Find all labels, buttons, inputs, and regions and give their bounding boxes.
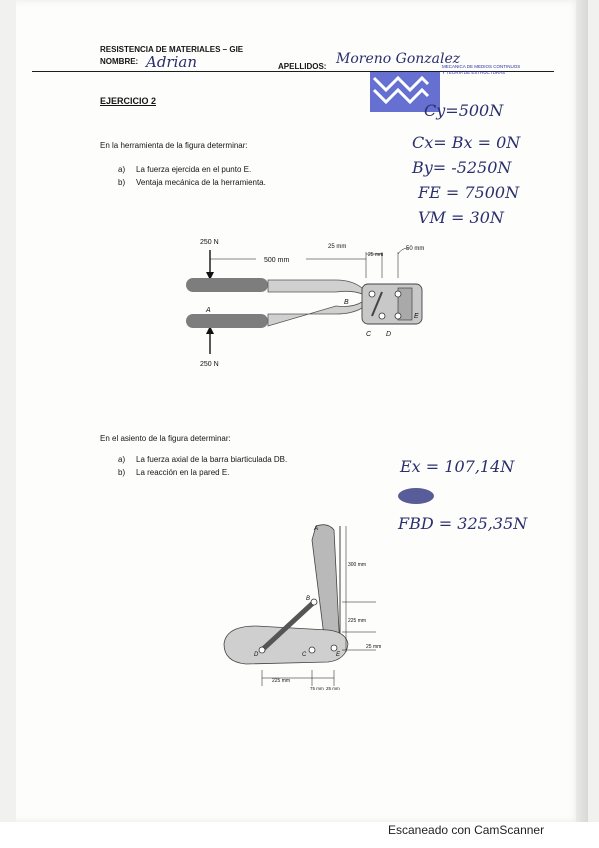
problem2-item-a [118,455,287,464]
item-label: a) [118,165,126,174]
answer-cx-bx: Cx= Bx = 0N [412,133,521,152]
paper-edge-shadow [576,0,588,822]
tool-figure [176,232,446,372]
dim-25-label: 25 mm [366,644,382,650]
pt-d-label: D [386,331,392,338]
answer-by: By= -5250N [412,158,512,177]
dim-25h-label: 25 mm [326,686,340,691]
lower-handle [186,302,362,328]
exercise-title: EJERCICIO 2 [100,96,157,106]
seat-pt-e-label: E [336,652,341,658]
pt-b-label: B [344,299,349,306]
seat-pt-d-label: D [254,652,259,658]
scribbled-out-answer [396,486,436,506]
dim-225v-label: 225 mm [348,618,367,624]
surname-label: APELLIDOS: [278,62,327,71]
item-text: La fuerza ejercida en el punto E. [136,165,252,174]
problem2-item-b [118,468,229,477]
answer-vm: VM = 30N [418,208,504,227]
answer-cy: Cy=500N [424,101,504,120]
wall-dimensions [342,526,376,652]
dim-25a-label: 25 mm [328,244,347,250]
problem1-item-b [118,178,266,187]
pt-a-label: A [206,307,211,314]
answer-fe: FE = 7500N [418,183,520,202]
name-value: Adrian [146,53,198,71]
dim-50-label: 50 mm [406,246,425,252]
dim-75-label: 75 mm [310,686,324,691]
problem1-prompt: En la herramienta de la figura determinar: [100,141,248,150]
seat-pt-a-label: A [314,526,319,532]
force-top-label: 250 N [200,239,219,246]
course-title: RESISTENCIA DE MATERIALES – GIE [100,45,244,54]
upper-handle [186,278,362,294]
force-arrow-top [206,250,214,280]
camscanner-watermark: Escaneado con CamScanner [388,823,545,837]
stamp-line-2: Y TEORIA DE ESTRUCTURAS [442,70,506,75]
force-bottom-label: 250 N [200,361,219,368]
stamp-line-1: MECANICA DE MEDIOS CONTINUOS [442,64,521,69]
dimension-500mm [210,252,366,278]
jaw-head [362,284,422,324]
item-text: La reacción en la pared E. [136,468,230,477]
pt-c-label: C [366,331,372,338]
item-text: Ventaja mecánica de la herramienta. [136,178,266,187]
surname-value: Moreno Gonzalez [336,51,461,67]
pt-e-label: E [414,313,419,320]
item-label: a) [118,455,126,464]
seat-pt-b-label: B [306,596,311,602]
dim-25b-label: 25 mm [368,252,384,258]
item-text: La fuerza axial de la barra biarticulada DB. [136,455,288,464]
dim-300-label: 300 mm [348,562,367,568]
force-arrow-bottom [206,326,214,354]
item-label: b) [118,178,126,187]
answer-fbd: FBD = 325,35N [398,514,528,533]
item-label: b) [118,468,126,477]
problem2-prompt: En el asiento de la figura determinar: [100,434,231,443]
seat-pt-c-label: C [302,652,307,658]
name-label: NOMBRE: [100,57,139,66]
dim-500-label: 500 mm [264,257,290,264]
answer-ex: Ex = 107,14N [400,457,515,476]
seat-figure [216,520,406,696]
dim-225h-label: 225 mm [272,678,291,684]
paper-sheet [16,0,582,822]
problem1-item-a [118,165,251,174]
seat-cushion [224,626,348,664]
